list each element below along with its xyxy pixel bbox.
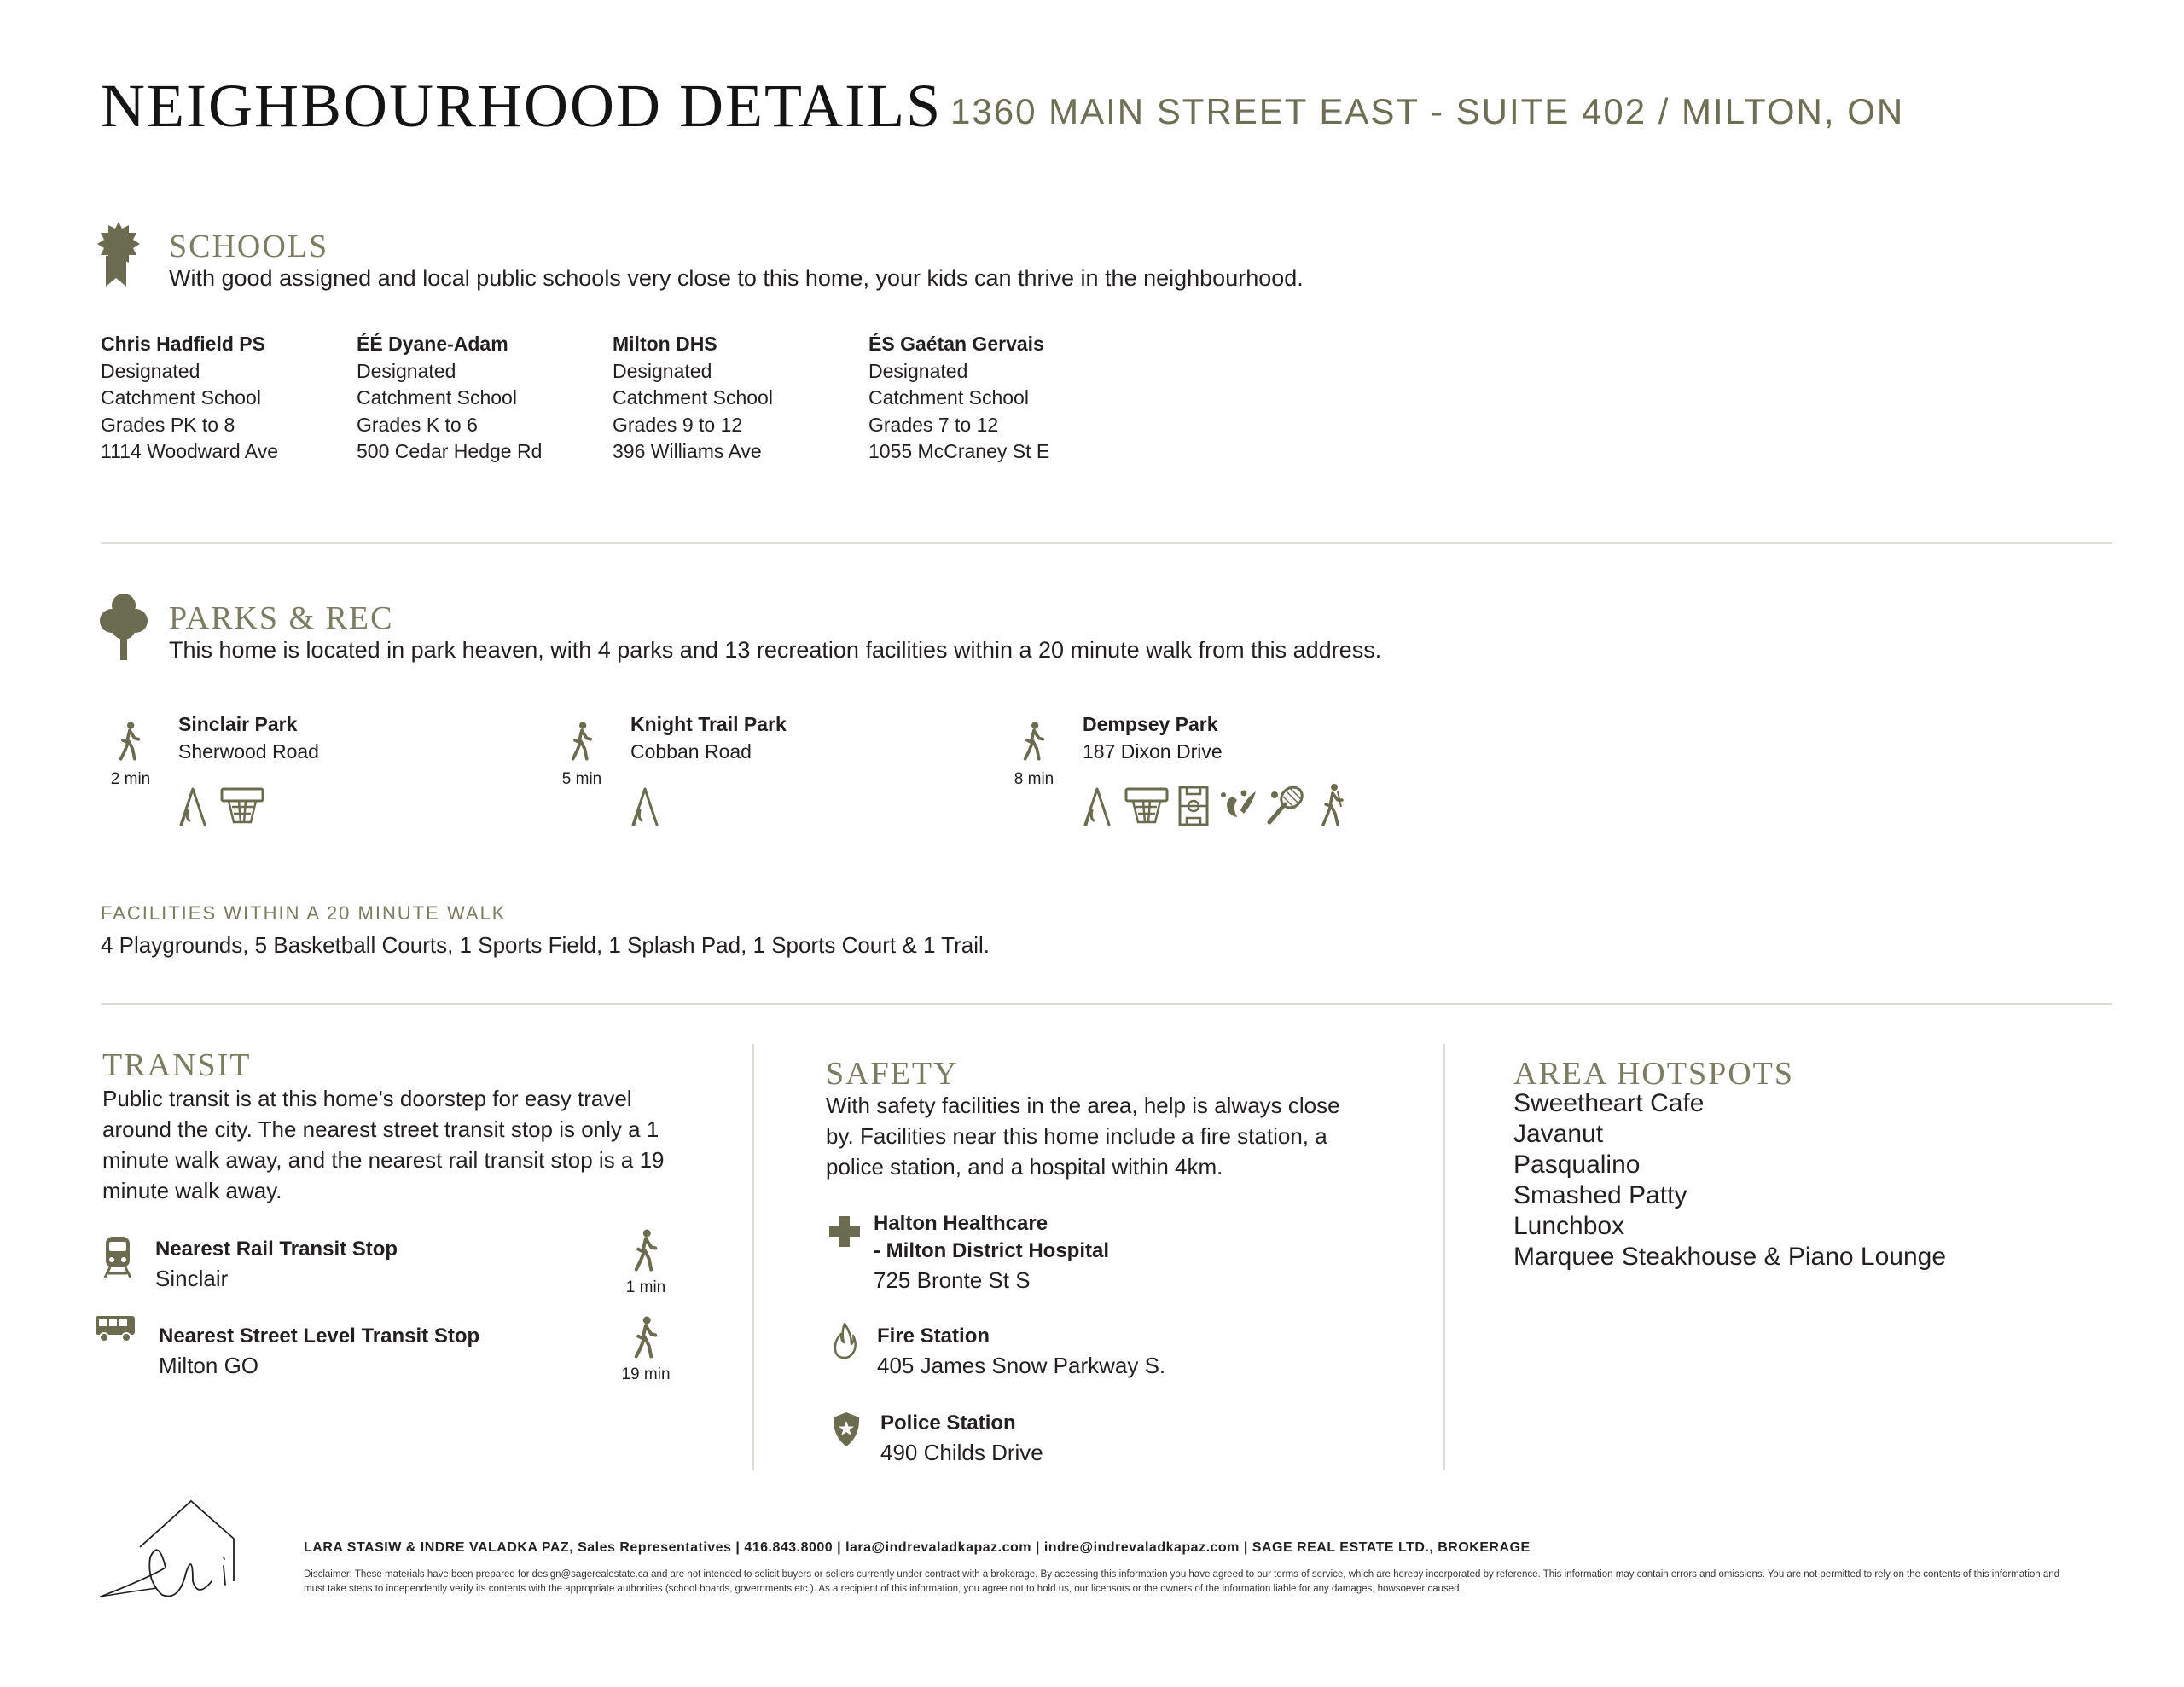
walk-time: 19 min	[621, 1365, 671, 1383]
walk-time: 2 min	[110, 770, 151, 788]
playground-icon	[177, 786, 208, 827]
school-designation: Designated	[613, 359, 712, 382]
park-road: Cobban Road	[630, 740, 752, 762]
tree-icon	[99, 592, 148, 662]
school-designation: Designated	[101, 359, 200, 382]
police-shield-icon	[831, 1411, 862, 1448]
hospital-address: 725 Bronte St S	[874, 1267, 1031, 1293]
property-address: 1360 MAIN STREET EAST - SUITE 402 / MILTON, ON	[950, 91, 1905, 131]
fire-station-address: 405 James Snow Parkway S.	[877, 1353, 1166, 1378]
section-divider	[101, 542, 2112, 544]
police-station-name: Police Station	[880, 1412, 1016, 1435]
section-divider	[101, 1003, 2112, 1005]
facilities-heading: FACILITIES WITHIN A 20 MINUTE WALK	[101, 902, 507, 924]
school-name: ÉÉ Dyane-Adam	[357, 333, 508, 355]
school-card	[613, 331, 860, 466]
school-card	[101, 331, 348, 466]
sports-field-icon	[1177, 785, 1210, 827]
hotspot-item: Smashed Patty	[1513, 1181, 1687, 1209]
park-name: Knight Trail Park	[630, 713, 787, 735]
playground-icon	[630, 786, 660, 827]
park-name: Sinclair Park	[178, 713, 298, 735]
school-address: 1114 Woodward Ave	[101, 440, 278, 462]
hotspot-item: Pasqualino	[1513, 1151, 1641, 1179]
hospital-cross-icon	[828, 1215, 862, 1249]
school-card	[868, 331, 1116, 466]
walking-person-icon	[633, 1315, 659, 1359]
safety-heading: SAFETY	[826, 1056, 959, 1092]
hotspot-item: Sweetheart Cafe	[1513, 1089, 1705, 1117]
school-address: 500 Cedar Hedge Rd	[357, 440, 543, 462]
parks-description: This home is located in park heaven, with 4 parks and 13 recreation facilities within a 20 minute walk from this address.	[169, 637, 1382, 663]
rail-stop-title: Nearest Rail Transit Stop	[155, 1238, 398, 1261]
page-title: NEIGHBOURHOOD DETAILS	[101, 72, 943, 140]
splash-pad-icon	[1218, 785, 1259, 827]
column-divider	[752, 1044, 754, 1470]
walking-person-icon	[570, 722, 594, 761]
walk-time: 5 min	[561, 770, 602, 788]
park-road: 187 Dixon Drive	[1083, 740, 1223, 762]
school-grades: Grades 9 to 12	[613, 413, 743, 436]
school-grades: Grades K to 6	[357, 413, 478, 436]
school-designation: Designated	[357, 359, 456, 382]
park-name: Dempsey Park	[1083, 713, 1218, 735]
school-type: Catchment School	[357, 386, 517, 409]
school-grades: Grades 7 to 12	[868, 413, 999, 436]
parks-heading: PARKS & REC	[169, 600, 394, 636]
basketball-icon	[220, 786, 264, 827]
transit-description: Public transit is at this home's doorstep for easy travel around the city. The nearest street transit stop is only a 1 minute walk away, and the nearest rail transit stop is a 19 minute walk away.	[102, 1086, 665, 1203]
schools-heading: SCHOOLS	[169, 229, 329, 264]
basketball-icon	[1124, 786, 1169, 827]
column-divider	[1443, 1044, 1445, 1470]
walk-time: 1 min	[625, 1278, 666, 1296]
bus-icon	[94, 1313, 136, 1344]
school-designation: Designated	[868, 359, 968, 382]
school-type: Catchment School	[613, 386, 773, 409]
train-icon	[102, 1235, 133, 1279]
walk-time: 8 min	[1014, 770, 1054, 788]
walking-person-icon	[633, 1228, 659, 1272]
fire-station-name: Fire Station	[877, 1325, 990, 1348]
police-station-address: 490 Childs Drive	[880, 1440, 1043, 1465]
school-name: Milton DHS	[613, 333, 717, 355]
street-stop-name: Milton GO	[159, 1353, 259, 1378]
school-address: 1055 McCraney St E	[868, 440, 1050, 462]
school-name: ÉS Gaétan Gervais	[868, 333, 1044, 355]
hospital-name: Halton Healthcare	[874, 1212, 1048, 1235]
footer-contact: LARA STASIW & INDRE VALADKA PAZ, Sales Representatives | 416.843.8000 | lara@indrevaladkapaz.com | indre@indrevaladkapaz.com | SAGE REAL ESTATE LTD., BROKERAGE	[304, 1540, 1531, 1555]
school-type: Catchment School	[101, 386, 261, 409]
safety-description: With safety facilities in the area, help is always close by. Facilities near this home include a fire station, a police station, and a hospital within 4km.	[826, 1093, 1340, 1180]
schools-description: With good assigned and local public schools very close to this home, your kids can thrive in the neighbourhood.	[169, 265, 1304, 291]
park-road: Sherwood Road	[178, 740, 319, 762]
walking-person-icon	[1022, 722, 1046, 761]
hotspot-item: Marquee Steakhouse & Piano Lounge	[1513, 1243, 1947, 1271]
award-ribbon-icon	[92, 220, 145, 288]
facilities-summary: 4 Playgrounds, 5 Basketball Courts, 1 Sports Field, 1 Splash Pad, 1 Sports Court & 1 Trail.	[101, 932, 990, 958]
hospital-name-line2: - Milton District Hospital	[874, 1239, 1109, 1262]
tennis-icon	[1264, 783, 1307, 827]
brokerage-logo	[97, 1496, 268, 1607]
school-grades: Grades PK to 8	[101, 413, 235, 436]
rail-stop-name: Sinclair	[155, 1266, 229, 1291]
school-name: Chris Hadfield PS	[101, 333, 265, 355]
hotspots-heading: AREA HOTSPOTS	[1513, 1056, 1794, 1092]
hotspots-list	[1513, 1088, 1946, 1272]
school-type: Catchment School	[868, 386, 1029, 409]
school-address: 396 Williams Ave	[613, 440, 762, 462]
fire-icon	[833, 1322, 857, 1359]
hotspot-item: Lunchbox	[1513, 1212, 1625, 1240]
street-stop-title: Nearest Street Level Transit Stop	[159, 1325, 480, 1348]
school-card	[357, 331, 604, 466]
trail-icon	[1319, 783, 1345, 827]
playground-icon	[1082, 786, 1112, 827]
footer-disclaimer: Disclaimer: These materials have been prepared for design@sagerealestate.ca and are not intended to solicit buyers or sellers currently under contract with a brokerage. By accessing this information you have agreed to our terms of service, which are hereby incorporated by reference. This information may contain errors and omissions. You are not permitted to rely on the contents of this information and must take steps to independently verify its contents with the appropriate authorities (school boards, governments etc.). As a recipient of this information, you agree not to hold us, our licensors or the owners of the information liable for any damages, howsoever caused.	[304, 1569, 2060, 1594]
hotspot-item: Javanut	[1513, 1120, 1604, 1148]
walking-person-icon	[118, 722, 142, 761]
transit-heading: TRANSIT	[102, 1047, 252, 1083]
